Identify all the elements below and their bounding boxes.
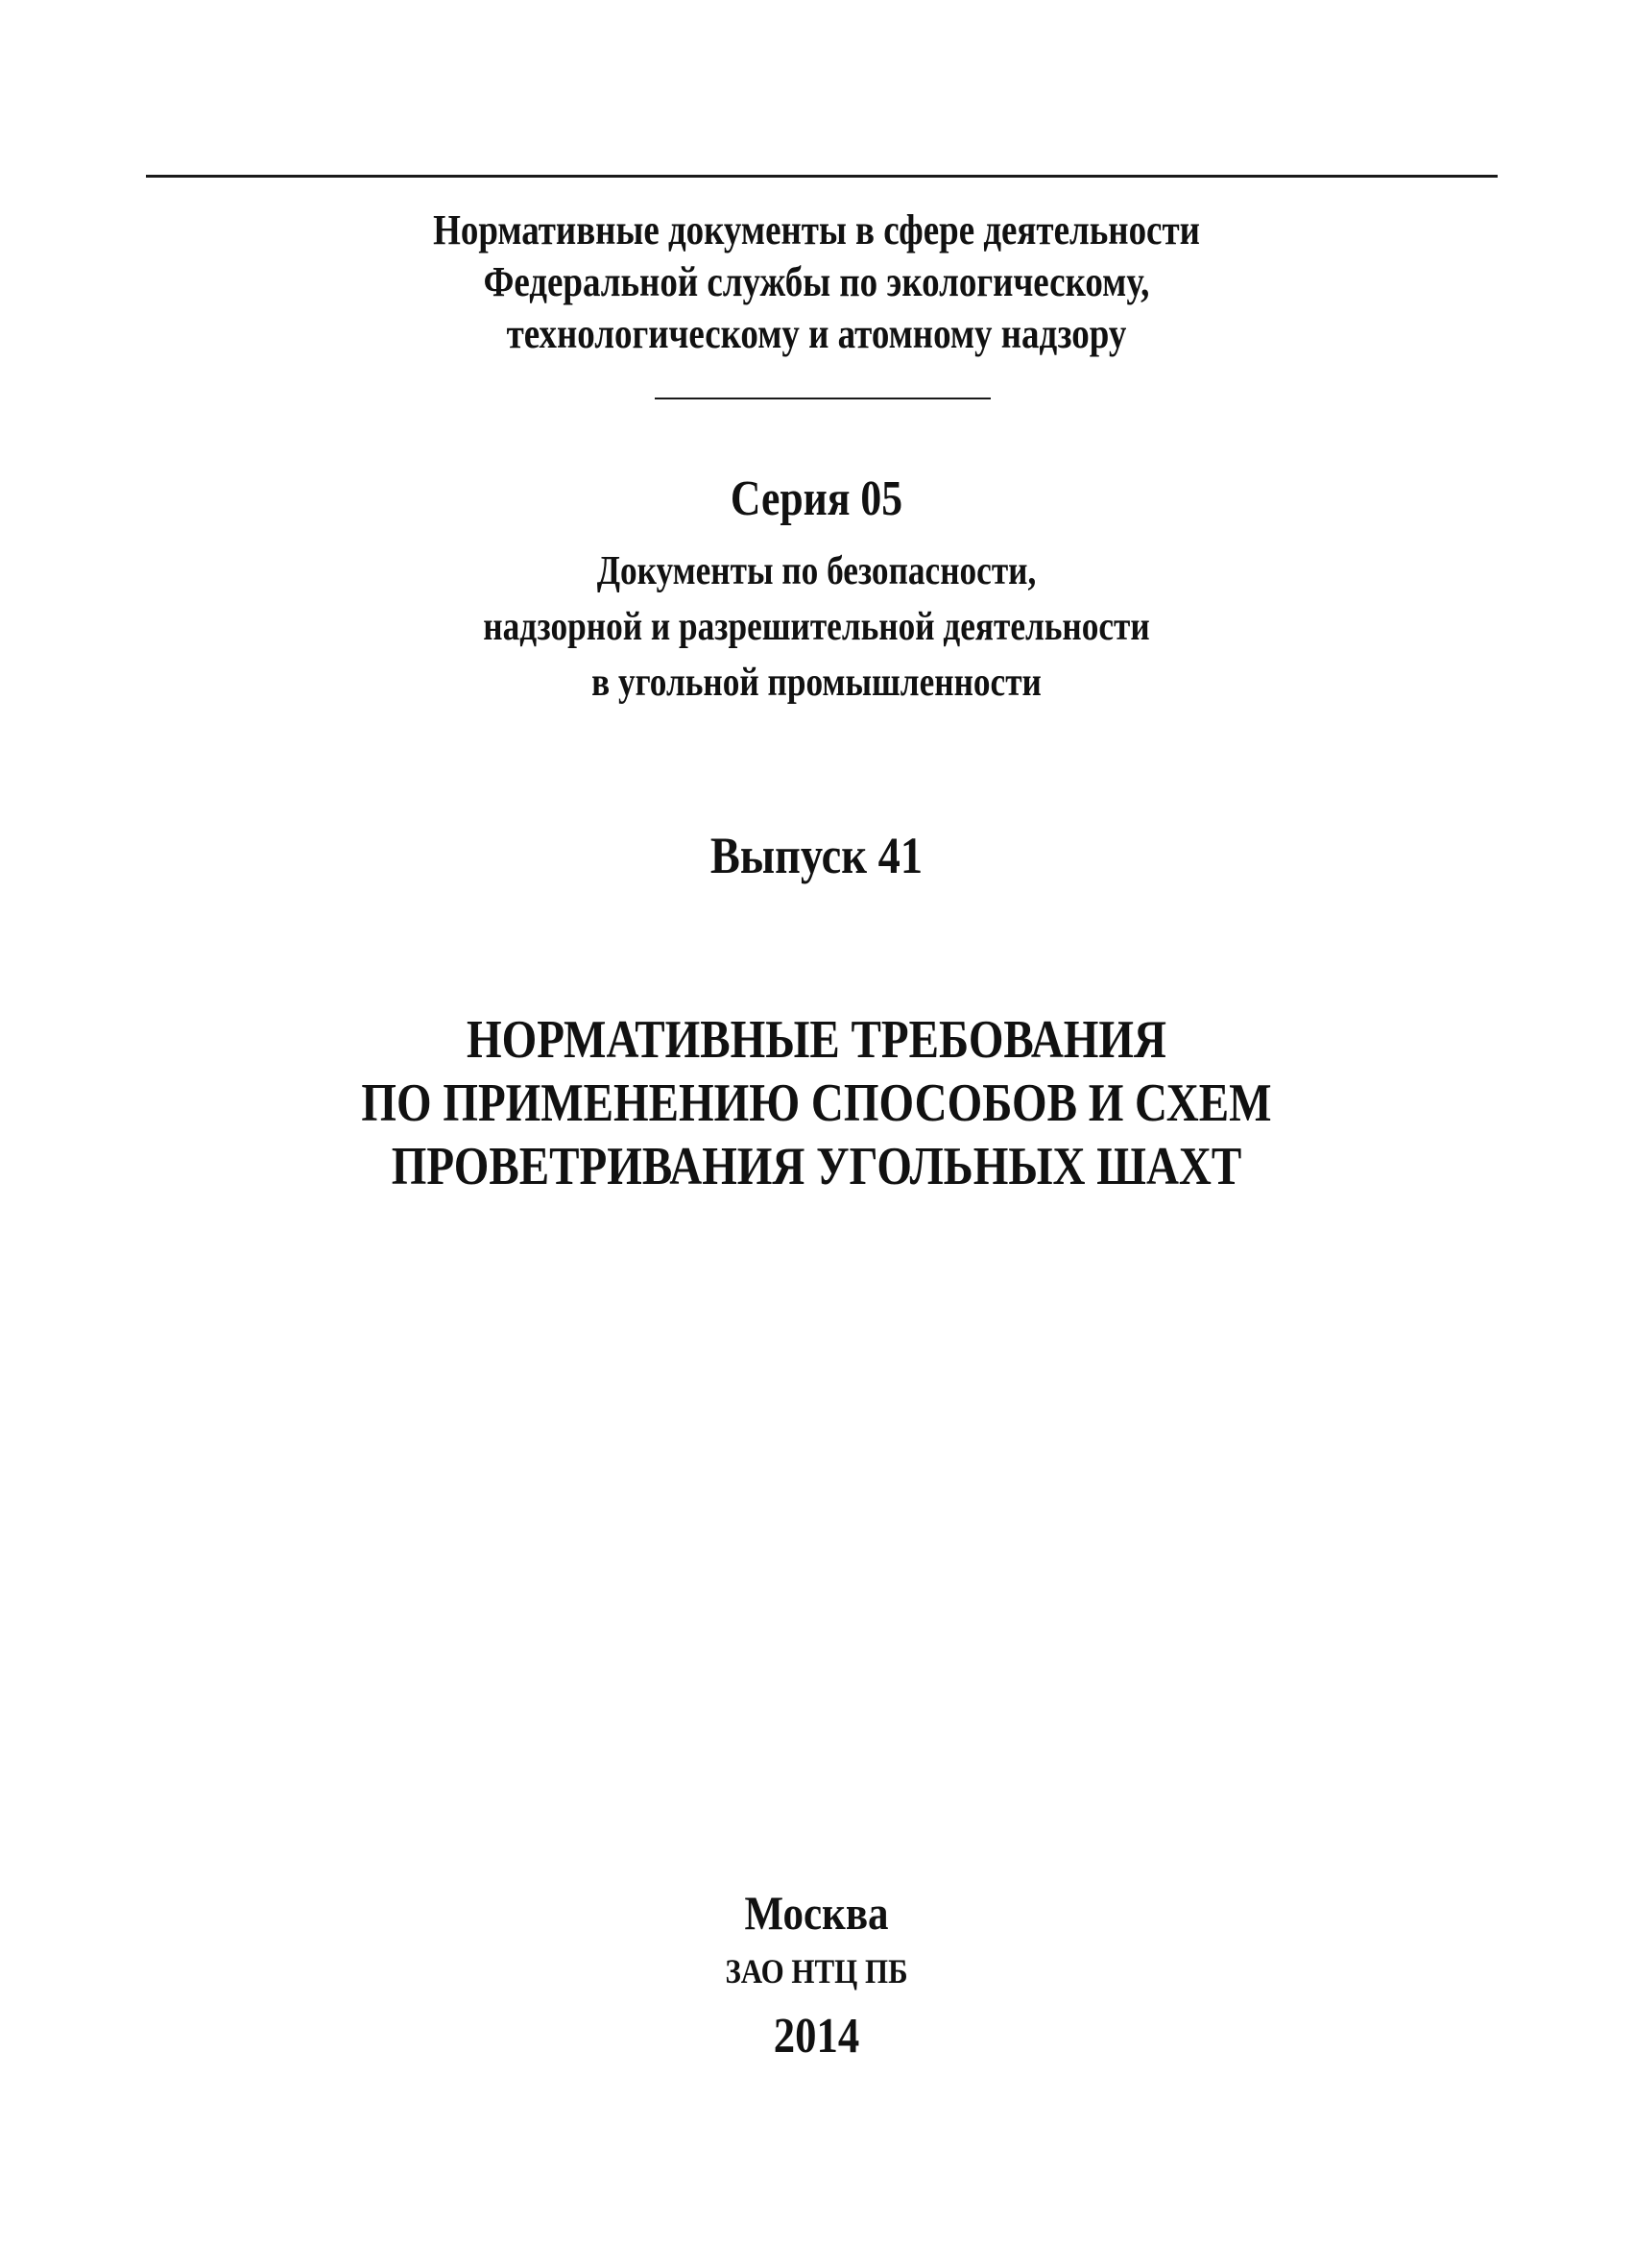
authority-line-3: технологическому и атомному надзору [506, 310, 1127, 357]
document-title-line-2: ПО ПРИМЕНЕНИЮ СПОСОБОВ И СХЕМ [361, 1074, 1272, 1133]
authority-line-1: Нормативные документы в сфере деятельности [433, 206, 1200, 253]
imprint-city: Москва [744, 1886, 889, 1940]
authority-line-2: Федеральной службы по экологическому, [483, 258, 1150, 305]
series-description [0, 543, 1633, 711]
imprint-year: 2014 [773, 2009, 860, 2063]
series-description-line-1: Документы по безопасности, [596, 549, 1037, 593]
series-description-line-3: в угольной промышленности [591, 661, 1042, 705]
issue-number: Выпуск 41 [709, 827, 924, 884]
issuing-authority [0, 205, 1633, 360]
document-title-line-1: НОРМАТИВНЫЕ ТРЕБОВАНИЯ [467, 1010, 1166, 1070]
document-title [0, 1008, 1633, 1198]
series-number: Серия 05 [730, 471, 903, 526]
imprint-publisher: ЗАО НТЦ ПБ [725, 1952, 908, 1991]
document-title-line-3: ПРОВЕТРИВАНИЯ УГОЛЬНЫХ ШАХТ [391, 1137, 1242, 1196]
authority-separator [655, 398, 991, 399]
top-rule [146, 175, 1498, 178]
series-description-line-2: надзорной и разрешительной деятельности [483, 605, 1150, 649]
